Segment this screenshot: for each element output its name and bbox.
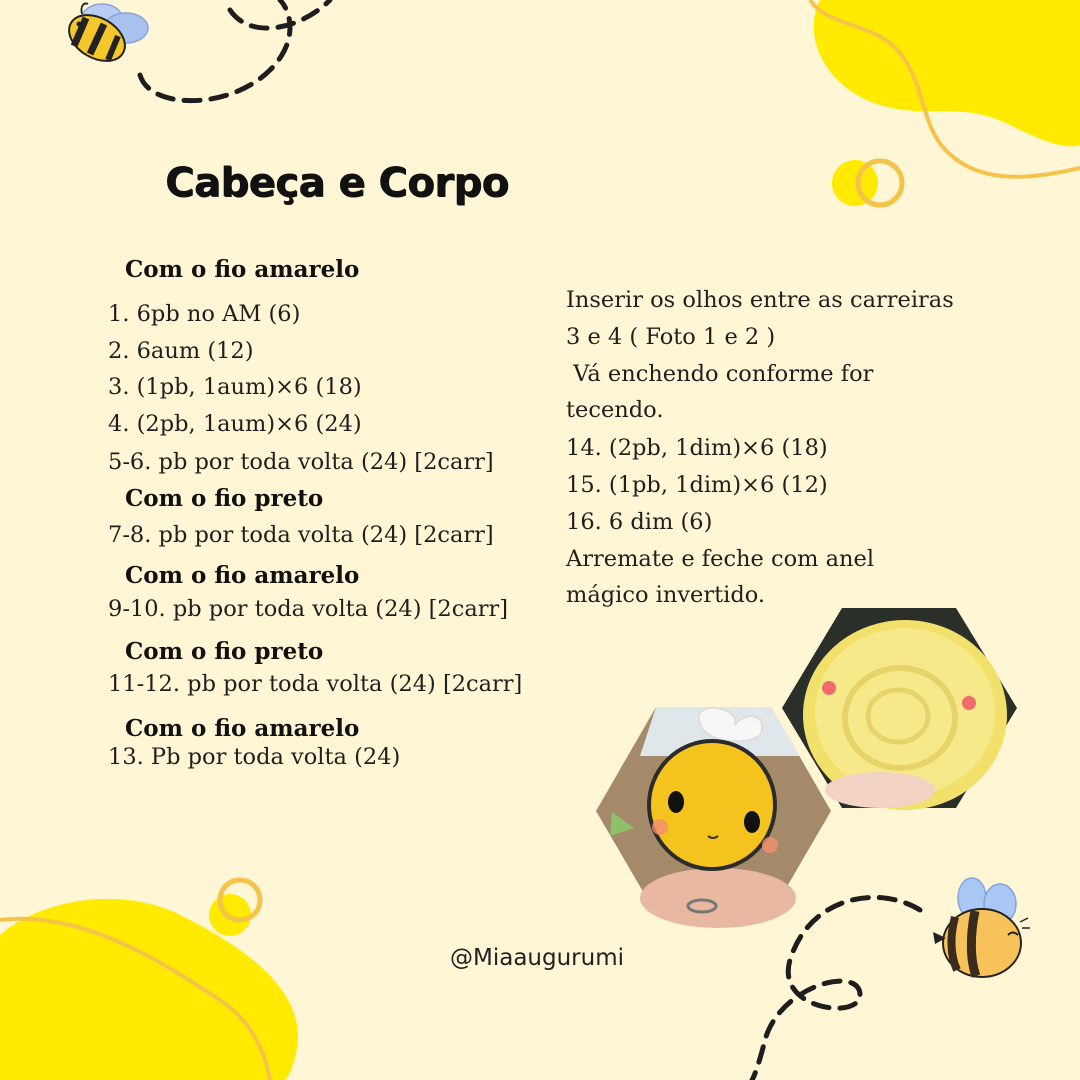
row-3: 3. (1pb, 1aum)×6 (18) <box>108 374 362 400</box>
instruction-line-2: 3 e 4 ( Foto 1 e 2 ) <box>566 324 776 350</box>
instruction-line-9: mágico invertido. <box>566 582 766 608</box>
section-yellow-yarn-2: Com o fio amarelo <box>125 562 360 589</box>
row-4: 4. (2pb, 1aum)×6 (24) <box>108 411 362 437</box>
yellow-dot-top <box>832 160 878 206</box>
author-handle: @Miaaugurumi <box>449 945 624 971</box>
row-9-10: 9-10. pb por toda volta (24) [2carr] <box>108 596 509 622</box>
row-7-8: 7-8. pb por toda volta (24) [2carr] <box>108 522 494 548</box>
row-16: 16. 6 dim (6) <box>566 509 713 535</box>
instruction-line-3: Vá enchendo conforme for <box>566 361 874 387</box>
top-right-blob <box>814 0 1080 146</box>
bottom-left-blob <box>0 899 298 1080</box>
section-yellow-yarn-1: Com o fio amarelo <box>125 256 360 283</box>
row-11-12: 11-12. pb por toda volta (24) [2carr] <box>108 671 523 697</box>
row-15: 15. (1pb, 1dim)×6 (12) <box>566 472 828 498</box>
row-2: 2. 6aum (12) <box>108 338 254 364</box>
photo-1 <box>596 707 831 928</box>
section-black-yarn-1: Com o fio preto <box>125 485 324 512</box>
instruction-line-4: tecendo. <box>566 397 664 423</box>
dashed-path-bottom <box>752 897 920 1080</box>
row-14: 14. (2pb, 1dim)×6 (18) <box>566 435 828 461</box>
dashed-path-top <box>140 0 330 101</box>
row-13: 13. Pb por toda volta (24) <box>108 744 401 770</box>
row-1: 1. 6pb no AM (6) <box>108 301 301 327</box>
bee-icon-top-left <box>61 3 148 70</box>
instruction-line-8: Arremate e feche com anel <box>566 546 875 572</box>
photo-2 <box>782 608 1017 810</box>
instruction-line-1: Inserir os olhos entre as carreiras <box>566 287 954 313</box>
row-5-6: 5-6. pb por toda volta (24) [2carr] <box>108 449 494 475</box>
section-black-yarn-2: Com o fio preto <box>125 638 324 665</box>
section-yellow-yarn-3: Com o fio amarelo <box>125 715 360 742</box>
page-title: Cabeça e Corpo <box>165 160 509 206</box>
